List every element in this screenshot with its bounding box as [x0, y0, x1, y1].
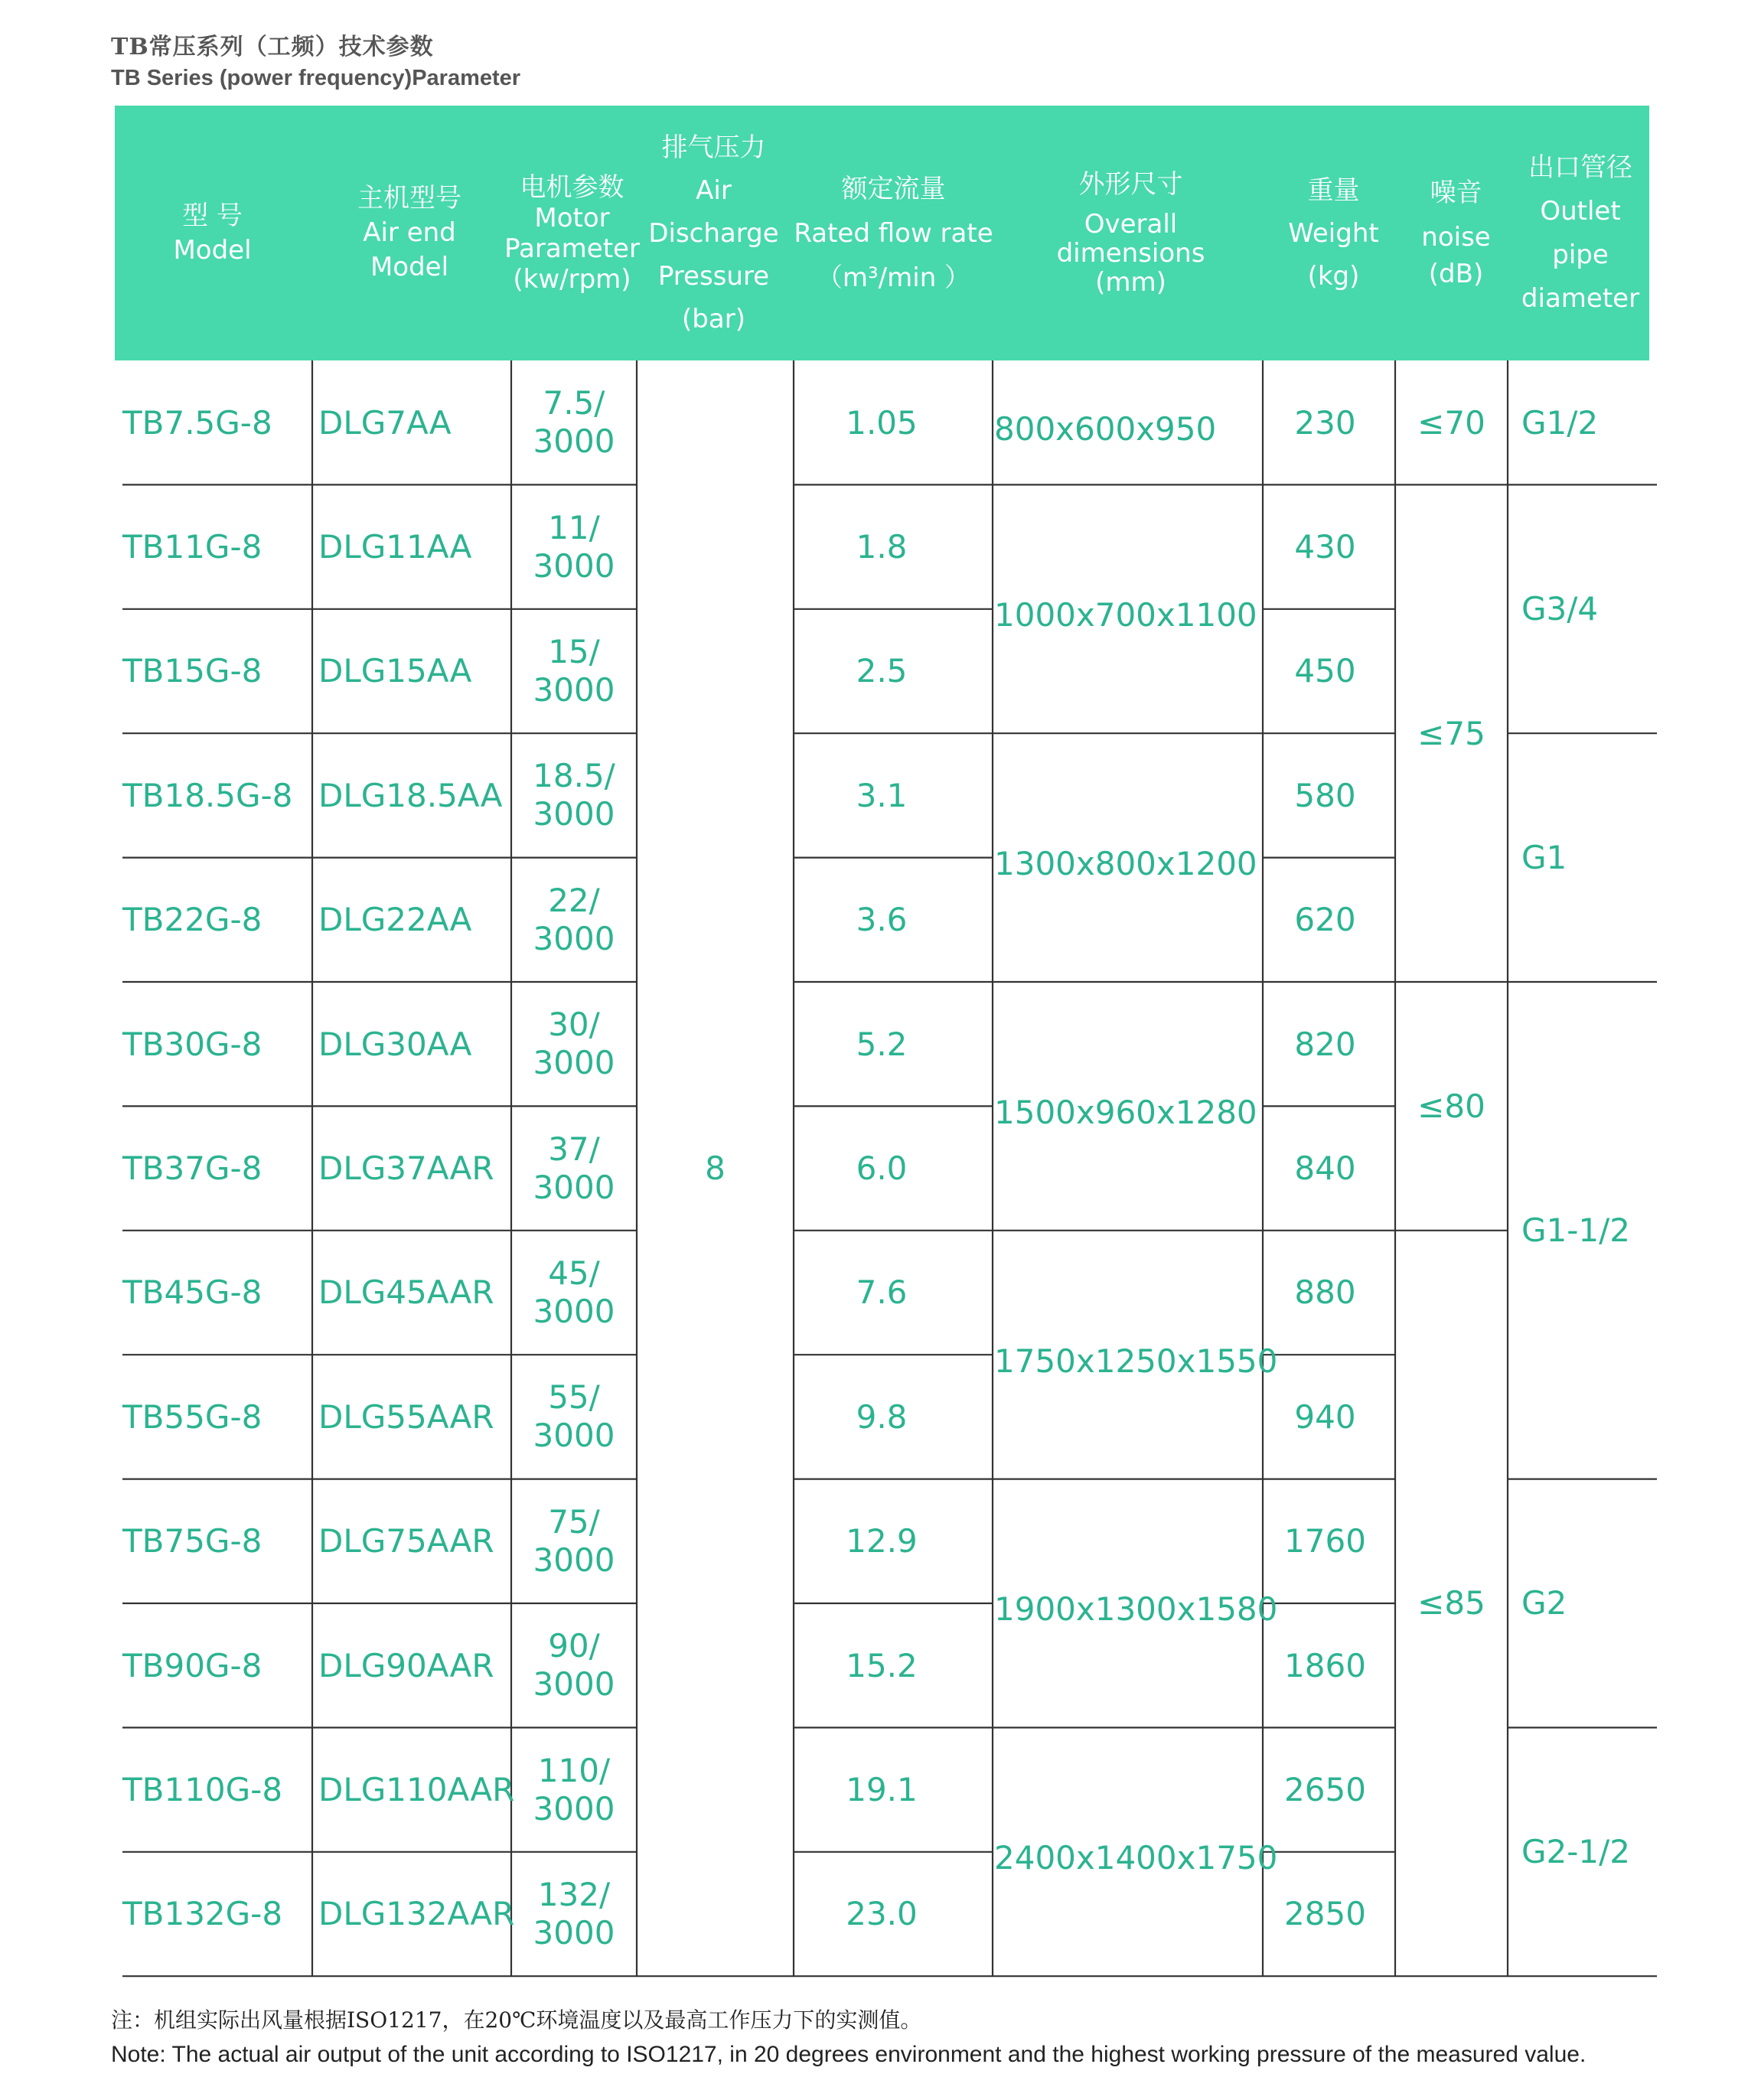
cell-text: 1860 — [1284, 1646, 1366, 1684]
weight-cell — [1263, 1852, 1388, 1976]
flow-cell — [794, 1106, 970, 1230]
cell-text: 3000 — [533, 1292, 615, 1330]
motor-cell — [511, 1355, 637, 1479]
air-end-cell — [318, 982, 510, 1106]
dimensions-cell — [994, 1237, 1278, 1485]
cell-text: 1000x700x1100 — [994, 596, 1257, 634]
header-line: pipe — [1552, 239, 1609, 270]
cell-text: TB30G-8 — [122, 1025, 263, 1063]
cell-text: DLG45AAR — [318, 1273, 494, 1312]
cell-text: 3000 — [533, 1665, 615, 1704]
cell-text: ≤70 — [1417, 403, 1485, 442]
page-subtitle: TB Series (power frequency)Parameter — [111, 66, 521, 90]
noise-cell — [1395, 360, 1508, 484]
noise-cell — [1395, 982, 1508, 1231]
cell-text: 18.5/ — [533, 757, 615, 795]
cell-text: DLG37AAR — [318, 1149, 494, 1188]
flow-cell — [794, 1231, 970, 1355]
header-line: Model — [173, 234, 252, 266]
model-cell — [122, 1479, 311, 1603]
cell-text: 3000 — [533, 1789, 615, 1828]
cell-text: DLG55AAR — [318, 1397, 494, 1436]
weight-cell — [1263, 982, 1388, 1106]
dimensions-cell — [994, 1733, 1278, 1982]
model-cell — [122, 1231, 311, 1355]
flow-cell — [794, 1479, 970, 1603]
cell-text: 2.5 — [856, 652, 908, 690]
cell-text: TB132G-8 — [122, 1895, 283, 1933]
cell-text: TB7.5G-8 — [122, 403, 272, 442]
cell-text: TB15G-8 — [122, 652, 263, 690]
flow-cell — [794, 484, 970, 608]
air-end-cell — [318, 1231, 510, 1355]
cell-text: 15.2 — [846, 1646, 918, 1684]
cell-text: TB75G-8 — [122, 1522, 263, 1560]
cell-text: 840 — [1294, 1149, 1356, 1188]
motor-cell — [511, 609, 637, 733]
cell-text: 1.05 — [846, 403, 918, 442]
header-line: Weight — [1288, 217, 1379, 249]
note-english: Note: The actual air output of the unit according to ISO1217, in 20 degrees environment and the highest working pressure of the measured value. — [111, 2042, 1587, 2067]
cell-text: 820 — [1294, 1025, 1356, 1063]
weight-cell — [1263, 609, 1388, 733]
air-end-cell — [318, 733, 510, 857]
air-end-cell — [318, 858, 510, 982]
header-line: (dB) — [1428, 258, 1484, 289]
weight-cell — [1263, 360, 1388, 484]
cell-text: 15/ — [548, 632, 600, 670]
outlet-cell — [1521, 733, 1655, 982]
dimensions-cell — [994, 739, 1261, 988]
dimensions-cell — [994, 491, 1261, 739]
flow-cell — [794, 982, 970, 1106]
outlet-cell — [1521, 1727, 1655, 1976]
motor-cell — [511, 1727, 637, 1851]
cell-text: 7.6 — [856, 1273, 908, 1312]
cell-text: 3000 — [533, 1044, 615, 1082]
cell-text: 37/ — [548, 1130, 600, 1168]
motor-cell — [511, 1106, 637, 1230]
cell-text: 9.8 — [856, 1397, 908, 1436]
motor-cell — [511, 1852, 637, 1976]
motor-cell — [511, 484, 637, 608]
weight-cell — [1263, 733, 1388, 857]
cell-text: TB18.5G-8 — [122, 776, 293, 814]
weight-cell — [1263, 1355, 1388, 1479]
flow-cell — [794, 733, 970, 857]
outlet-cell — [1521, 360, 1655, 484]
cell-text: TB110G-8 — [122, 1771, 283, 1809]
cell-text: G1/2 — [1521, 403, 1599, 442]
motor-cell — [511, 1231, 637, 1355]
cell-text: DLG75AAR — [318, 1522, 494, 1560]
air-end-cell — [318, 1603, 510, 1727]
cell-text: DLG18.5AA — [318, 776, 503, 814]
header-line: 出口管径 — [1528, 152, 1632, 183]
header-line: 排气压力 — [661, 132, 766, 163]
cell-text: 880 — [1294, 1273, 1356, 1312]
noise-cell — [1395, 484, 1508, 982]
motor-cell — [511, 733, 637, 857]
header-line: Air end — [363, 217, 456, 248]
header-line: Model — [370, 252, 449, 282]
header-line: Rated flow rate — [794, 217, 993, 249]
cell-text: 430 — [1294, 528, 1356, 566]
cell-text: TB22G-8 — [122, 901, 263, 939]
header-line: Motor — [534, 202, 610, 233]
cell-text: 2850 — [1284, 1895, 1366, 1933]
flow-cell — [794, 858, 970, 982]
cell-text: 6.0 — [856, 1149, 908, 1188]
flow-cell — [794, 1355, 970, 1479]
header-line: 电机参数 — [520, 171, 625, 203]
weight-cell — [1263, 1231, 1388, 1355]
cell-text: DLG90AAR — [318, 1646, 494, 1684]
cell-text: 19.1 — [846, 1771, 918, 1809]
cell-text: 940 — [1294, 1397, 1356, 1436]
header-line: dimensions — [1056, 237, 1205, 269]
cell-text: 3000 — [533, 795, 615, 833]
cell-text: DLG22AA — [318, 901, 472, 939]
cell-text: 5.2 — [856, 1025, 908, 1063]
cell-text: 580 — [1294, 776, 1356, 814]
header-line: 噪音 — [1430, 177, 1482, 208]
outlet-cell — [1521, 484, 1655, 733]
motor-cell — [511, 1603, 637, 1727]
cell-text: 55/ — [548, 1378, 600, 1417]
air-end-cell — [318, 484, 510, 608]
header-line: 外形尺寸 — [1078, 168, 1183, 200]
cell-text: 3000 — [533, 546, 615, 585]
motor-cell — [511, 1479, 637, 1603]
cell-text: G3/4 — [1521, 590, 1599, 628]
cell-text: TB11G-8 — [122, 528, 263, 566]
cell-text: 12.9 — [846, 1522, 918, 1560]
flow-cell — [794, 1603, 970, 1727]
cell-text: 132/ — [537, 1875, 611, 1913]
cell-text: 620 — [1294, 901, 1356, 939]
page-title: TB常压系列（工频）技术参数 — [111, 34, 434, 60]
cell-text: 7.5/ — [543, 384, 605, 422]
cell-text: G1-1/2 — [1521, 1211, 1631, 1250]
cell-text: 800x600x950 — [994, 409, 1217, 448]
dimensions-cell — [994, 1485, 1278, 1734]
header-line: 额定流量 — [841, 173, 946, 204]
cell-text: 3000 — [533, 1541, 615, 1579]
header-line: Outlet — [1540, 195, 1621, 227]
cell-text: ≤85 — [1417, 1584, 1485, 1622]
cell-text: G2-1/2 — [1521, 1833, 1631, 1871]
dimensions-cell — [994, 367, 1261, 491]
header-line: Air — [696, 174, 732, 206]
motor-cell — [511, 858, 637, 982]
cell-text: 3000 — [533, 670, 615, 709]
cell-text: DLG11AA — [318, 528, 472, 566]
cell-text: 45/ — [548, 1254, 600, 1292]
header-line: 主机型号 — [357, 183, 461, 214]
header-line: (bar) — [682, 303, 745, 334]
note-chinese: 注：机组实际出风量根据ISO1217，在20℃环境温度以及最高工作压力下的实测值。 — [111, 2007, 922, 2033]
motor-cell — [511, 360, 637, 484]
cell-text: 8 — [705, 1149, 726, 1188]
header-line: 型 号 — [182, 200, 243, 231]
header-line: Pressure — [657, 260, 770, 292]
cell-text: DLG30AA — [318, 1025, 472, 1063]
air-end-cell — [318, 1727, 515, 1851]
model-cell — [122, 1852, 311, 1976]
air-end-cell — [318, 360, 510, 484]
cell-text: 1900x1300x1580 — [994, 1590, 1278, 1629]
air-end-cell — [318, 1479, 510, 1603]
cell-text: ≤80 — [1417, 1087, 1485, 1125]
cell-text: G2 — [1521, 1584, 1567, 1622]
model-cell — [122, 1355, 311, 1479]
cell-text: 75/ — [548, 1502, 600, 1541]
cell-text: 11/ — [548, 508, 600, 546]
cell-text: 2650 — [1284, 1771, 1366, 1809]
cell-text: TB90G-8 — [122, 1646, 263, 1684]
header-line: noise — [1421, 221, 1491, 253]
flow-cell — [794, 1852, 970, 1976]
cell-text: ≤75 — [1417, 714, 1485, 752]
cell-text: DLG132AAR — [318, 1895, 515, 1933]
pressure-cell — [637, 360, 794, 1976]
dimensions-cell — [994, 988, 1261, 1237]
header-line: Parameter — [504, 233, 640, 264]
model-cell — [122, 1603, 311, 1727]
header-line: (kw/rpm) — [513, 263, 631, 295]
air-end-cell — [318, 1106, 510, 1230]
air-end-cell — [318, 609, 510, 733]
cell-text: DLG7AA — [318, 403, 452, 442]
air-end-cell — [318, 1355, 510, 1479]
cell-text: TB55G-8 — [122, 1397, 263, 1436]
weight-cell — [1263, 1727, 1388, 1851]
header-line: diameter — [1521, 282, 1640, 314]
model-cell — [122, 733, 311, 857]
cell-text: 3000 — [533, 1168, 615, 1206]
flow-cell — [794, 1727, 970, 1851]
cell-text: 2400x1400x1750 — [994, 1839, 1278, 1877]
model-cell — [122, 982, 311, 1106]
model-cell — [122, 1727, 311, 1851]
cell-text: 3.6 — [856, 901, 908, 939]
flow-cell — [794, 609, 970, 733]
weight-cell — [1263, 1106, 1388, 1230]
header-line: Discharge — [648, 217, 779, 249]
cell-text: DLG15AA — [318, 652, 472, 690]
model-cell — [122, 609, 311, 733]
weight-cell — [1263, 1479, 1388, 1603]
cell-text: 22/ — [548, 881, 600, 919]
cell-text: 1.8 — [856, 528, 908, 566]
cell-text: DLG110AAR — [318, 1771, 515, 1809]
model-cell — [122, 484, 311, 608]
header-line: Overall — [1084, 208, 1178, 240]
cell-text: 90/ — [548, 1627, 600, 1665]
cell-text: 3000 — [533, 1417, 615, 1455]
model-cell — [122, 360, 311, 484]
header-line: (mm) — [1095, 266, 1166, 298]
cell-text: 3000 — [533, 1913, 615, 1952]
cell-text: 110/ — [537, 1751, 611, 1789]
cell-text: 450 — [1294, 652, 1356, 690]
model-cell — [122, 1106, 311, 1230]
cell-text: TB37G-8 — [122, 1149, 263, 1188]
weight-cell — [1263, 484, 1388, 608]
cell-text: 3000 — [533, 919, 615, 957]
cell-text: 230 — [1294, 403, 1356, 442]
cell-text: 3.1 — [856, 776, 908, 814]
cell-text: G1 — [1521, 839, 1567, 877]
outlet-cell — [1521, 982, 1655, 1479]
cell-text: TB45G-8 — [122, 1273, 263, 1312]
outlet-cell — [1521, 1479, 1655, 1728]
motor-cell — [511, 982, 637, 1106]
header-line: (kg) — [1307, 260, 1360, 292]
header-line: （m³/min ） — [816, 262, 971, 293]
air-end-cell — [318, 1852, 515, 1976]
weight-cell — [1263, 1603, 1388, 1727]
model-cell — [122, 858, 311, 982]
cell-text: 1760 — [1284, 1522, 1366, 1560]
weight-cell — [1263, 858, 1388, 982]
cell-text: 3000 — [533, 422, 615, 461]
flow-cell — [794, 360, 970, 484]
cell-text: 1500x960x1280 — [994, 1093, 1257, 1131]
cell-text: 1300x800x1200 — [994, 845, 1257, 883]
noise-cell — [1395, 1231, 1508, 1976]
header-line: 重量 — [1307, 174, 1360, 206]
cell-text: 23.0 — [846, 1895, 918, 1933]
cell-text: 30/ — [548, 1006, 600, 1044]
cell-text: 1750x1250x1550 — [994, 1342, 1278, 1380]
